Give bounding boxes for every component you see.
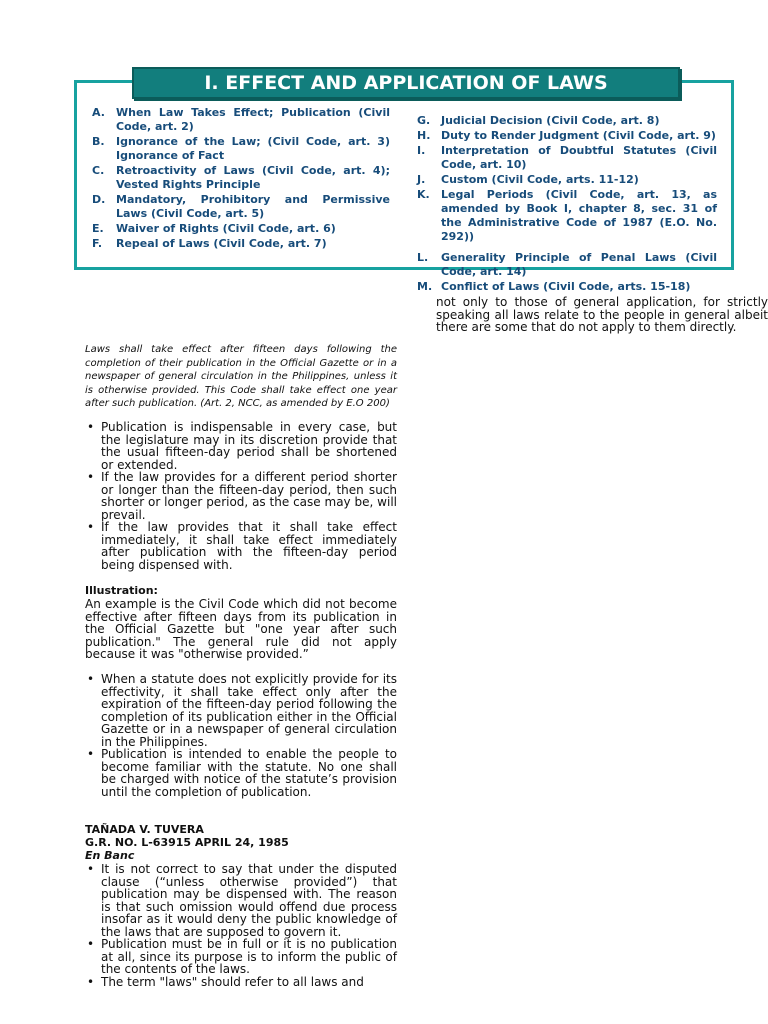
toc-item: D. Mandatory, Prohibitory and Permissive Laws (Civil Code, art. 5) — [92, 193, 390, 220]
toc-item: J. Custom (Civil Code, arts. 11-12) — [417, 173, 639, 186]
list-item: • The term "laws" should refer to all laws and — [87, 974, 364, 989]
toc-right-list — [417, 114, 717, 295]
list-item: • It is not correct to say that under the disputed clause (“unless otherwise provided”) that publication may be dispensed with. The reason is that such omission would offend due process insofar as it would deny the public knowledge of the laws that are supposed to govern it. — [87, 862, 397, 939]
toc-item: L. Generality Principle of Penal Laws (Civil Code, art. 14) — [417, 251, 717, 278]
toc-item: E. Waiver of Rights (Civil Code, art. 6) — [92, 222, 336, 235]
list-item: • If the law provides that it shall take effect immediately, it shall take effect immediately after publication with the fifteen-day period being dispensed with. — [87, 520, 397, 572]
case-gr-number: G.R. NO. L-63915 APRIL 24, 1985 — [85, 836, 289, 849]
article-quote: Laws shall take effect after fifteen days following the completion of their publication in the Official Gazette or in a newspaper of general circulation in the Philippines, unless it is otherwise provided. This Code shall take effect one year after such publication. (Art. 2, NCC, as amended by E.O 200) — [85, 344, 397, 409]
bullet-list-effectivity — [85, 673, 397, 798]
toc-item: A. When Law Takes Effect; Publication (Civil Code, art. 2) — [92, 106, 390, 133]
toc-item: B. Ignorance of the Law; (Civil Code, art. 3) Ignorance of Fact — [92, 135, 390, 162]
illustration-paragraph: An example is the Civil Code which did not become effective after fifteen days from its publication in the Official Gazette but "one year after such publication." The general rule did not apply because it was "otherwise provided.” — [85, 597, 397, 661]
list-item: • When a statute does not explicitly provide for its effectivity, it shall take effect only after the expiration of the fifteen-day period following the completion of its publication either in the Official Gazette or in a newspaper of general circulation in the Philippines. — [87, 672, 397, 749]
toc-item: F. Repeal of Laws (Civil Code, art. 7) — [92, 237, 327, 250]
list-item: • If the law provides for a different period shorter or longer than the fifteen-day period, then such shorter or longer period, as the case may be, will prevail. — [87, 470, 397, 522]
illustration-heading: Illustration: — [85, 584, 158, 597]
list-item: • Publication is intended to enable the people to become familiar with the statute. No one shall be charged with notice of the statute’s provision until the completion of publication. — [87, 747, 397, 799]
list-item: • Publication must be in full or it is no publication at all, since its purpose is to inform the public of the contents of the laws. — [87, 937, 397, 976]
bullet-list-publication — [85, 421, 397, 571]
list-item: • Publication is indispensable in every case, but the legislature may in its discretion provide that the usual fifteen-day period shall be shortened or extended. — [87, 420, 397, 472]
right-column-paragraph: not only to those of general application, for strictly speaking all laws relate to the people in general albeit there are some that do not apply to them directly. — [436, 295, 768, 334]
toc-left-list — [92, 106, 390, 252]
toc-item: G. Judicial Decision (Civil Code, art. 8) — [417, 114, 660, 127]
toc-item: C. Retroactivity of Laws (Civil Code, art. 4); Vested Rights Principle — [92, 164, 390, 191]
bullet-list-case — [85, 863, 397, 988]
toc-item: I. Interpretation of Doubtful Statutes (Civil Code, art. 10) — [417, 144, 717, 171]
case-court: En Banc — [85, 849, 135, 862]
toc-item: M. Conflict of Laws (Civil Code, arts. 15-18) — [417, 280, 691, 293]
section-title: I. EFFECT AND APPLICATION OF LAWS — [132, 67, 680, 99]
toc-item: H. Duty to Render Judgment (Civil Code, art. 9) — [417, 129, 716, 142]
toc-item: K. Legal Periods (Civil Code, art. 13, as amended by Book I, chapter 8, sec. 31 of the Administrative Code of 1987 (E.O. No. 292)) — [417, 188, 717, 243]
case-title: TAÑADA V. TUVERA — [85, 823, 204, 836]
case-heading — [85, 823, 397, 862]
